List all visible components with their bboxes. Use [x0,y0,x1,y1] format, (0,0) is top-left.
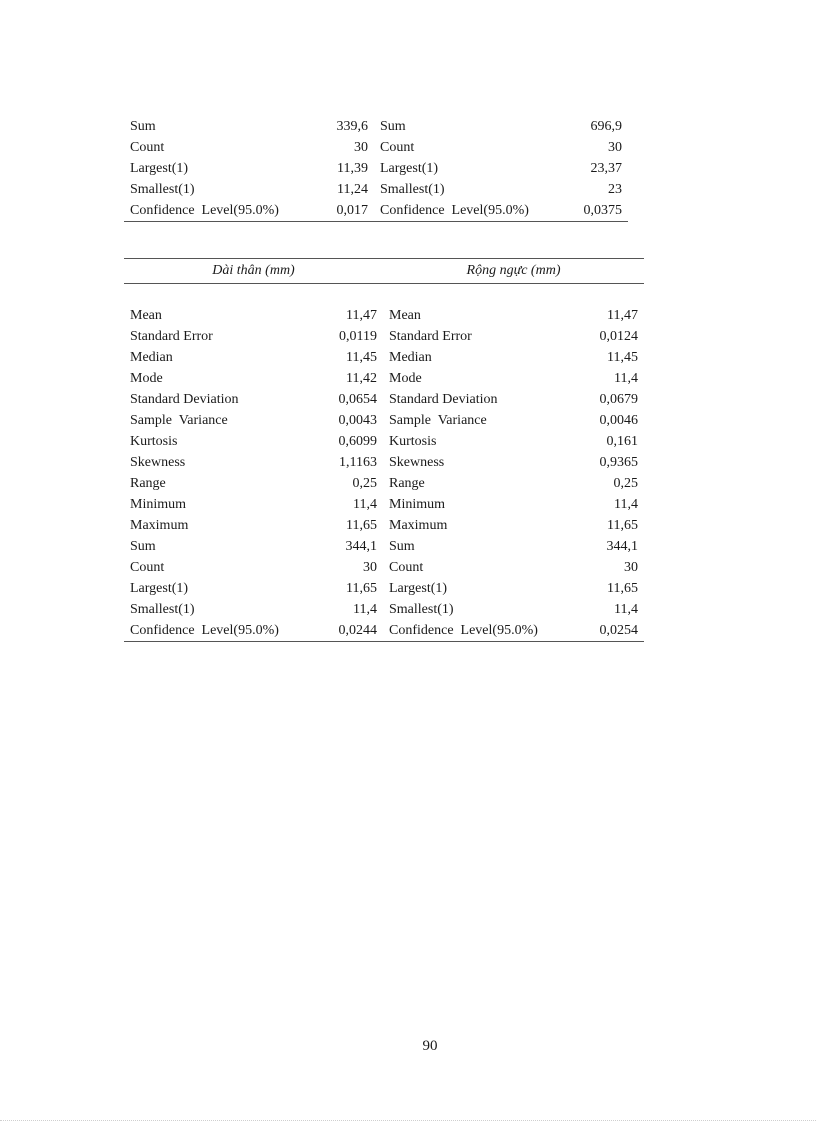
stat-label: Median [130,350,173,365]
stat-label: Smallest(1) [389,602,454,617]
stat-label: Maximum [389,518,448,533]
column-header-chest-width: Rộng ngực (mm) [383,259,644,284]
stat-value: 0,0679 [599,392,639,407]
stat-label: Skewness [389,455,445,470]
table-row [124,116,628,137]
table-row [124,389,644,410]
stat-value: 0,161 [606,434,639,449]
stat-label: Minimum [130,497,187,512]
stat-value: 11,4 [353,497,377,512]
stat-value: 30 [624,560,639,575]
stat-value: 11,65 [607,581,639,596]
table-row [124,578,644,599]
table-row [124,305,644,326]
stat-label: Mode [130,371,163,386]
stat-value: 339,6 [336,119,368,134]
stats-table-continued-body [124,116,628,222]
spacer-row [124,284,644,306]
stat-value: 30 [354,140,368,155]
stat-label: Mean [389,308,421,323]
stat-value: 0,0254 [599,623,639,638]
table-row [124,515,644,536]
stat-value: 0,25 [613,476,639,491]
stat-label: Skewness [130,455,186,470]
stat-value: 11,39 [337,161,368,176]
stat-label: Standard Error [389,329,472,344]
stat-value: 1,1163 [339,455,377,470]
table-row [124,368,644,389]
stat-label: Median [389,350,432,365]
stat-label: Confidence Level(95.0%) [389,623,538,638]
table-row [124,326,644,347]
header-row [124,259,644,284]
table-row [124,179,628,200]
table-row [124,536,644,557]
stat-label: Largest(1) [130,161,189,176]
table-row [124,347,644,368]
stat-value: 11,45 [607,350,639,365]
table-row [124,452,644,473]
table-row [124,557,644,578]
stat-label: Mode [389,371,422,386]
stat-value: 11,4 [614,497,639,512]
stats-table-header [124,259,644,284]
stat-label: Smallest(1) [130,602,195,617]
stat-value: 0,0046 [599,413,639,428]
table-row [124,473,644,494]
stat-value: 11,47 [607,308,639,323]
stat-value: 11,65 [607,518,639,533]
table-row [124,137,628,158]
stat-label: Largest(1) [389,581,448,596]
stat-value: 0,6099 [338,434,377,449]
stat-label: Confidence Level(95.0%) [130,623,279,638]
stat-label: Sum [130,539,156,554]
stat-value: 344,1 [606,539,639,554]
stat-value: 11,24 [337,182,368,197]
stat-label: Kurtosis [389,434,437,449]
stat-label: Count [130,560,165,575]
stat-label: Count [389,560,424,575]
stat-label: Count [130,140,165,155]
stats-table-continued [124,116,628,222]
stat-value: 23,37 [590,161,622,176]
table-row [124,620,644,642]
stat-value: 0,0375 [583,203,622,218]
stat-label: Sum [130,119,156,134]
stat-label: Standard Deviation [130,392,239,407]
stat-value: 11,4 [614,371,639,386]
column-header-body-length: Dài thân (mm) [124,259,383,284]
stat-label: Confidence Level(95.0%) [130,203,279,218]
stat-label: Sum [389,539,415,554]
stat-label: Standard Error [130,329,213,344]
stats-table-body [124,284,644,642]
stat-label: Sample Variance [389,413,487,428]
stat-value: 0,25 [352,476,377,491]
stat-label: Largest(1) [130,581,189,596]
stat-label: Confidence Level(95.0%) [380,203,529,218]
stat-label: Sample Variance [130,413,228,428]
stat-label: Range [130,476,166,491]
table-row [124,599,644,620]
stat-value: 696,9 [590,119,622,134]
stat-label: Mean [130,308,162,323]
stat-value: 11,45 [346,350,377,365]
stat-label: Sum [380,119,406,134]
stat-value: 0,9365 [599,455,639,470]
stat-value: 0,0244 [338,623,377,638]
stat-value: 11,4 [353,602,377,617]
stat-label: Standard Deviation [389,392,498,407]
stat-value: 11,47 [346,308,377,323]
stat-label: Kurtosis [130,434,178,449]
stat-value: 0,0654 [338,392,377,407]
stat-label: Smallest(1) [130,182,195,197]
spacer-cell [124,284,644,306]
stat-label: Smallest(1) [380,182,445,197]
stat-value: 11,4 [614,602,639,617]
stat-value: 344,1 [345,539,377,554]
table-row [124,494,644,515]
page-bottom-border [0,1120,816,1121]
table-row [124,431,644,452]
stat-value: 11,65 [346,581,377,596]
stat-value: 11,42 [346,371,377,386]
stat-label: Largest(1) [380,161,439,176]
page-number: 90 [422,1038,438,1054]
stat-value: 0,0043 [338,413,377,428]
stat-label: Minimum [389,497,446,512]
stat-value: 30 [363,560,377,575]
stat-value: 23 [608,182,622,197]
stat-value: 11,65 [346,518,377,533]
stat-label: Range [389,476,425,491]
stat-label: Count [380,140,415,155]
stat-label: Maximum [130,518,189,533]
stats-table [124,258,644,642]
stat-value: 30 [608,140,622,155]
table-row [124,410,644,431]
stat-value: 0,0124 [599,329,639,344]
stat-value: 0,0119 [339,329,377,344]
table-row [124,200,628,222]
stat-value: 0,017 [336,203,368,218]
table-row [124,158,628,179]
